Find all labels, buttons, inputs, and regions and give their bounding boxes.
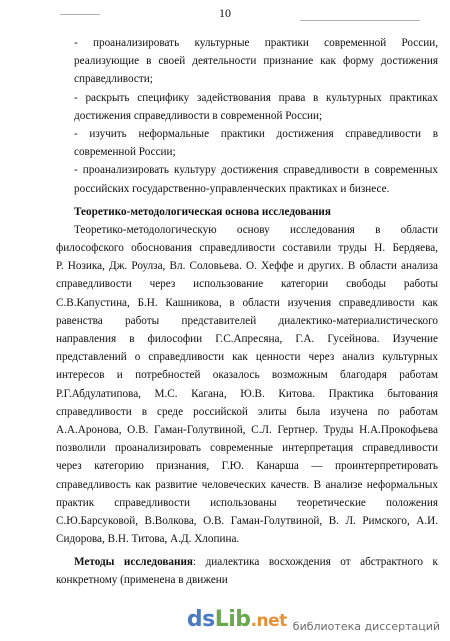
page-number: 10 xyxy=(219,6,231,20)
paragraph-line: направления в философии Г.С.Апресяна, Г.А. Гусейнова. Изучение xyxy=(56,333,438,345)
methods-text: : диалектика восхождения от абстрактного к xyxy=(192,556,438,569)
paragraph-line: справедливости через использование категории свободы работы xyxy=(56,278,438,291)
paragraph-line: справедливость как развитие человеческих качеств. В анализе неформальных xyxy=(56,478,438,491)
paragraph-line: философского обоснования справедливости составили труды Н. Бердяева, xyxy=(56,242,438,255)
theory-paragraph xyxy=(56,221,438,548)
dslib-caption: библиотека диссертаций xyxy=(292,620,440,633)
task-list xyxy=(56,34,438,198)
scan-artifact xyxy=(60,14,100,15)
task-line: - проанализировать культурные практики современной России, xyxy=(74,37,438,49)
task-line: - проанализировать культуру достижения справедливости в современных xyxy=(74,164,438,177)
paragraph-line: Сидорова, В.Н. Титова, А.Д. Хлопина. xyxy=(56,533,240,546)
paragraph-line: позволили проанализировать современные интерпретация справедливости xyxy=(56,442,438,455)
task-line: российских государственно-управленческих практиках и бизнесе. xyxy=(74,182,390,195)
paragraph-line: Р.Г.Абдулатипова, М.С. Кагана, Ю.В. Китова. Практика бытования xyxy=(56,387,438,400)
task-line: справедливости; xyxy=(74,73,153,86)
paragraph-line: Р. Нозика, Дж. Роулза, Вл. Соловьева. О. Хеффе и других. В области анализа xyxy=(56,260,438,273)
methods-label: Методы исследования xyxy=(74,556,193,569)
paragraph-line: равенства работы представителей диалектико-материалистического xyxy=(56,314,438,327)
paragraph-line: справедливости в среде российской элиты была изучена по работам xyxy=(56,405,438,418)
paragraph-line: С.Ю.Барсуковой, В.Волкова, О.В. Гаман-Голутвиной, В. Л. Римского, А.И. xyxy=(56,514,438,527)
paragraph-line: практик справедливости использованы теоретические положения xyxy=(56,496,438,509)
task-line: реализующие в своей деятельности признание как форму достижения xyxy=(74,55,438,68)
paragraph-line: А.А.Аронова, О.В. Гаман-Голутвиной, С.Л. Гертнер. Труды Н.А.Прокофьева xyxy=(56,423,438,436)
task-line: достижения справедливости в современной России; xyxy=(74,109,323,122)
paragraph-line: С.В.Капустина, Б.Н. Кашникова, в области изучения справедливости как xyxy=(56,296,438,309)
document-body xyxy=(56,34,438,590)
paragraph-line: представлений о справедливости как ценности через анализ культурных xyxy=(56,351,438,364)
task-line: - раскрыть специфику задействования права в культурных практиках xyxy=(74,91,438,104)
methods-line-2: конкретному (применена в движени xyxy=(56,574,228,587)
dslib-watermark[interactable] xyxy=(187,608,440,633)
section-heading: Теоретико-методологическая основа исследования xyxy=(74,205,331,218)
task-line: - изучить неформальные практики достижения справедливости в xyxy=(74,127,438,140)
scan-artifact xyxy=(300,20,420,21)
dslib-logo: dsLib.net xyxy=(186,607,287,632)
paragraph-line: через категорию признания, Г.Ю. Канарша — проинтерпретировать xyxy=(56,460,438,473)
task-line: современной России; xyxy=(74,146,176,159)
methods-line xyxy=(56,553,438,571)
paragraph-line: Теоретико-методологическую основу исследования в области xyxy=(74,223,438,236)
paragraph-line: интересов и потребностей оказалось возможным благодаря работам xyxy=(56,369,438,382)
